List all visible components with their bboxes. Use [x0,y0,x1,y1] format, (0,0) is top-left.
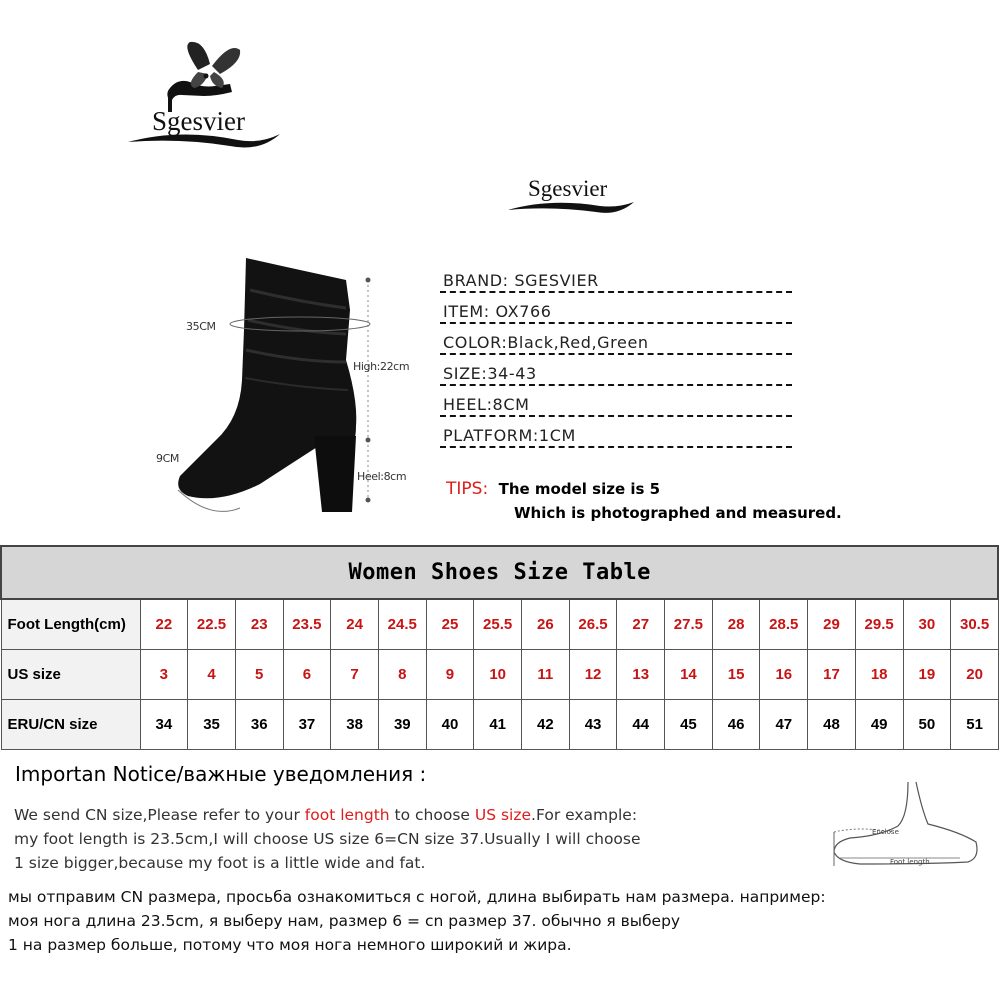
table-cell: 36 [235,699,283,749]
table-cell: 18 [855,649,903,699]
table-cell: 6 [283,649,331,699]
tips [446,479,660,499]
table-cell: 26.5 [569,599,617,649]
foot-measure-diagram [820,770,990,870]
table-cell: 43 [569,699,617,749]
us-size-highlight: US size [474,806,532,824]
table-cell: 40 [426,699,474,749]
table-cell: 28 [712,599,760,649]
table-cell: 42 [522,699,570,749]
notice-text: We send CN size,Please refer to your [14,806,305,824]
table-cell: 9 [426,649,474,699]
brand-logo [120,40,290,165]
table-cell: 24.5 [378,599,426,649]
notice-ru-line2: моя нога длина 23.5cm, я выберу нам, размер 6 = cn размер 37. обычно я выберу [8,912,681,930]
toe-label: 9CM [156,452,179,465]
table-cell: 34 [140,699,188,749]
notice-text: .For example: [531,806,638,824]
table-cell: 38 [331,699,379,749]
table-cell: 22 [140,599,188,649]
foot-length-highlight: foot length [304,806,390,824]
row-header: US size [1,649,140,699]
notice-en-line1 [14,803,641,827]
table-cell: 24 [331,599,379,649]
table-cell: 10 [474,649,522,699]
table-cell: 30.5 [951,599,999,649]
table-cell: 35 [188,699,236,749]
notice-text: to choose [389,806,475,824]
table-cell: 3 [140,649,188,699]
size-table-title: Women Shoes Size Table [1,546,998,599]
brand-logo-secondary [500,168,650,223]
notice-ru-line3: 1 на размер больше, потому что моя нога немного широкий и жира. [8,936,572,954]
butterfly-heel-icon [120,40,290,165]
table-cell: 41 [474,699,522,749]
table-cell: 30 [903,599,951,649]
table-cell: 37 [283,699,331,749]
table-cell: 47 [760,699,808,749]
heel-label: Heel:8cm [357,470,407,483]
foot-length-label: Foot length [890,858,930,866]
spec-color: COLOR:Black,Red,Green [440,330,792,355]
table-cell: 22.5 [188,599,236,649]
brand-wordmark-secondary: Sgesvier [528,176,608,201]
notice-ru-line1: мы отправим CN размера, просьба ознакомиться с ногой, длина выбирать нам размера. например: [8,888,826,906]
row-header: ERU/CN size [1,699,140,749]
table-cell: 20 [951,649,999,699]
brand-wordmark: Sgesvier [152,106,245,136]
table-cell: 46 [712,699,760,749]
table-cell: 45 [665,699,713,749]
tips-label: TIPS: [446,479,489,499]
height-label: High:22cm [353,360,410,373]
table-cell: 27 [617,599,665,649]
table-cell: 8 [378,649,426,699]
table-cell: 23.5 [283,599,331,649]
tips-line2: Which is photographed and measured. [514,504,842,522]
table-cell: 48 [808,699,856,749]
table-cell: 50 [903,699,951,749]
spec-brand: BRAND: SGESVIER [440,268,792,293]
spec-item: ITEM: OX766 [440,299,792,324]
table-cell: 4 [188,649,236,699]
table-cell: 28.5 [760,599,808,649]
notice-russian [8,885,826,957]
row-header: Foot Length(cm) [1,599,140,649]
notice-en-line3: 1 size bigger,because my foot is a little wide and fat. [14,854,426,872]
table-cell: 27.5 [665,599,713,649]
tips-line1: The model size is 5 [498,480,661,498]
table-cell: 17 [808,649,856,699]
table-cell: 44 [617,699,665,749]
table-row [1,699,998,749]
table-cell: 15 [712,649,760,699]
boot-figure [150,250,440,520]
table-cell: 12 [569,649,617,699]
spec-size: SIZE:34-43 [440,361,792,386]
size-table [0,545,999,750]
table-cell: 39 [378,699,426,749]
table-cell: 49 [855,699,903,749]
table-cell: 19 [903,649,951,699]
table-row [1,649,998,699]
notice-title: Importan Notice/важные уведомления : [15,762,427,786]
foot-icon [820,770,990,870]
table-cell: 25.5 [474,599,522,649]
table-cell: 25 [426,599,474,649]
circumference-label: 35CM [186,320,216,333]
table-row [1,599,998,649]
table-cell: 16 [760,649,808,699]
table-cell: 29 [808,599,856,649]
enclose-label: Enclose [872,828,899,836]
spec-platform: PLATFORM:1CM [440,423,792,448]
table-cell: 7 [331,649,379,699]
spec-heel: HEEL:8CM [440,392,792,417]
table-cell: 14 [665,649,713,699]
notice-english [14,803,641,875]
table-cell: 13 [617,649,665,699]
table-cell: 11 [522,649,570,699]
notice-en-line2: my foot length is 23.5cm,I will choose US size 6=CN size 37.Usually I will choose [14,830,641,848]
table-cell: 29.5 [855,599,903,649]
table-cell: 51 [951,699,999,749]
table-cell: 5 [235,649,283,699]
table-cell: 23 [235,599,283,649]
size-table-title-row [1,546,998,599]
table-cell: 26 [522,599,570,649]
